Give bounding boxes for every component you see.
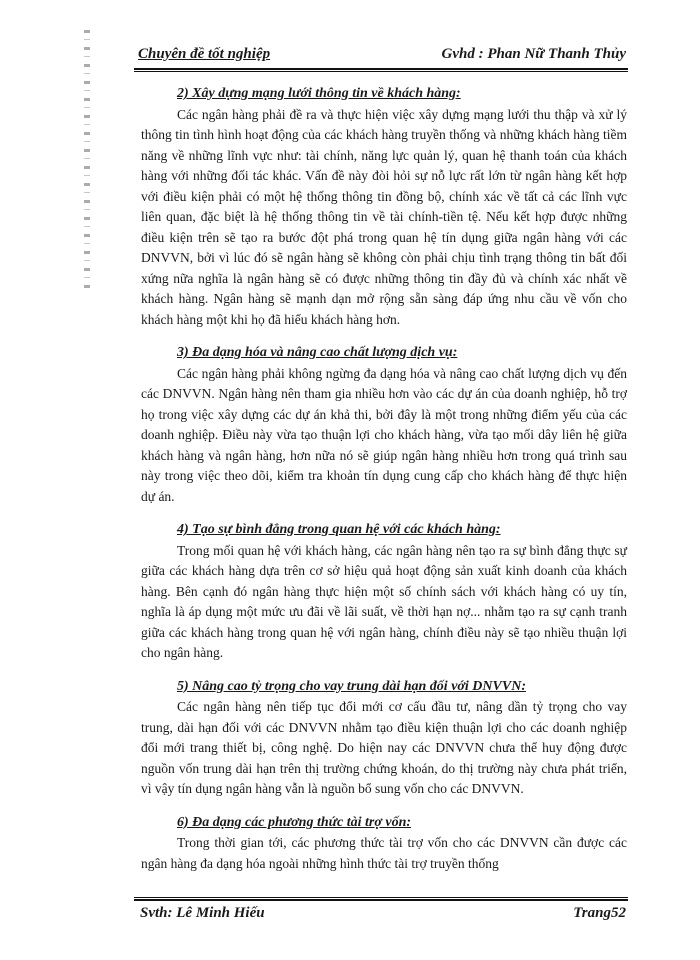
section-heading: 2) Xây dựng mạng lưới thông tin về khách hàng: [177, 86, 461, 101]
section-4 [141, 520, 627, 664]
page-content [141, 84, 627, 887]
scan-edge-marks [84, 30, 90, 290]
header-title: Chuyên đề tốt nghiệp [138, 46, 271, 62]
footer-author: Svth: Lê Minh Hiếu [140, 905, 265, 921]
section-heading: 6) Đa dạng các phương thức tài trợ vốn: [177, 814, 412, 830]
section-paragraph: Các ngân hàng nên tiếp tục đổi mới cơ cấu đầu tư, nâng dần tỷ trọng cho vay trung, dài hạn đối với các DNVVN nhằm tạo điều kiện thuận lợi cho các doanh nghiệp đổi mới trang thiết bị, công nghệ. Do hiện nay các DNVVN chưa thể huy động được nguồn vốn trung dài hạn trên thị trường chứng khoán, do thị trường này chưa phát triển, vì vậy tín dụng ngân hàng vẫn là nguồn bổ sung vốn cho các DNVVN. [141, 699, 627, 796]
section-2 [141, 84, 627, 330]
page-header [138, 40, 626, 68]
section-heading: 3) Đa dạng hóa và nâng cao chất lượng dịch vụ: [177, 345, 458, 360]
footer-rule [134, 897, 628, 901]
page-footer [138, 903, 626, 927]
section-paragraph: Các ngân hàng phải không ngừng đa dạng hóa và nâng cao chất lượng dịch vụ đến các DNVVN. Ngân hàng nên tham gia nhiều hơn vào các dự án của doanh nghiệp, hỗ trợ họ trong việc xây dựng các dự án khả thi, bởi đây là một trong những điểm yếu của các doanh nghiệp. Điều này vừa tạo thuận lợi cho khách hàng, vừa tạo mối dây liên hệ giữa khách hàng và ngân hàng, hơn nữa nó sẽ giúp ngân hàng nhiều hơn trong quá trình sau này trong việc theo dõi, kiểm tra khoản tín dụng cung cấp cho khách hàng để thực hiện dự án. [141, 365, 627, 504]
section-paragraph: Trong mối quan hệ với khách hàng, các ngân hàng nên tạo ra sự bình đẳng thực sự giữa các khách hàng dựa trên cơ sở hiệu quả hoạt động sản xuất kinh doanh của khách hàng. Bên cạnh đó ngân hàng thực hiện một số chính sách với khách hàng có uy tín, nghĩa là áp dụng một mức ưu đãi về lãi suất, về thời hạn nợ... nhằm tạo ra sự cạnh tranh giữa các khách hàng trong quan hệ với ngân hàng, chính điều này sẽ tạo nhiều thuận lợi cho ngân hàng. [141, 542, 627, 660]
section-paragraph: Các ngân hàng phải đề ra và thực hiện việc xây dựng mạng lưới thu thập và xử lý thông tin tình hình hoạt động của các khách hàng truyền thống và những khách hàng tiềm năng về những lĩnh vực như: tài chính, năng lực quản lý, quan hệ thanh toán của khách hàng với những đối tác khác. Vấn đề này đòi hỏi sự nỗ lực rất lớn từ ngân hàng kết hợp với điều kiện phải có một hệ thống thông tin đồng bộ, chính xác về tất cả các lĩnh vực liên quan, đặc biệt là hệ thống thông tin về tài chính-tiền tệ. Nếu kết hợp được những điều kiện trên sẽ tạo ra bước đột phá trong quan hệ tín dụng giữa ngân hàng với các DNVVN, bởi vì lúc đó sẽ ngân hàng sẽ không còn phải chịu tình trạng thông tin bất đối xứng nữa nghĩa là ngân hàng sẽ có được những thông tin đầy đủ và chính xác nhất về khách hàng. Ngân hàng sẽ mạnh dạn mở rộng sẵn sàng đáp ứng nhu cầu về vốn cho khách hàng một khi họ đã hiểu khách hàng hơn. [141, 106, 627, 327]
section-heading: 5) Nâng cao tỷ trọng cho vay trung dài hạn đối với DNVVN: [177, 678, 526, 694]
section-5 [141, 677, 627, 800]
section-heading: 4) Tạo sự bình đẳng trong quan hệ với các khách hàng: [177, 522, 501, 537]
page-number: Trang52 [573, 905, 626, 921]
section-3 [141, 343, 627, 507]
section-6 [141, 813, 627, 875]
header-advisor: Gvhd : Phan Nữ Thanh Thủy [441, 46, 626, 62]
section-paragraph: Trong thời gian tới, các phương thức tài trợ vốn cho các DNVVN cần được các ngân hàng đa dạng hóa ngoài những hình thức tài trợ truyền thống [141, 835, 627, 871]
header-rule [134, 68, 628, 72]
